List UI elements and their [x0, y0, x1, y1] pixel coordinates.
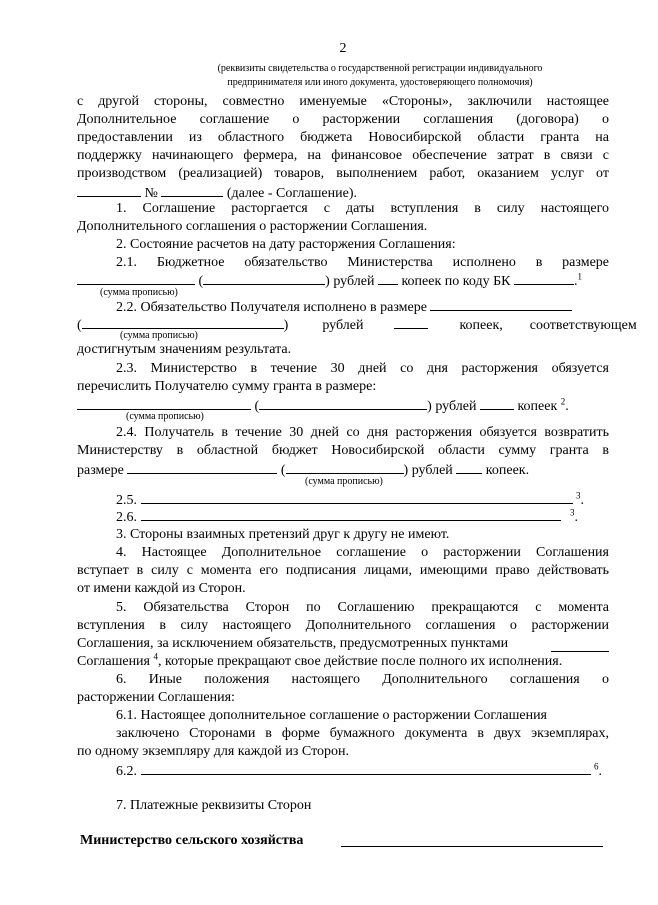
agreement-number-blank — [161, 183, 223, 197]
kop-blank — [394, 315, 428, 329]
clause-4-line-3: от имени каждой из Сторон. — [77, 581, 246, 596]
clause-4-line-1: 4. Настоящее Дополнительное соглашение о расторжении Соглашения — [116, 545, 609, 560]
intro-line-2: Дополнительное соглашение о расторжении соглашения (договора) о — [77, 112, 609, 127]
clause-5-text: Соглашения, за исключением обязательств, предусмотренных пунктами — [77, 636, 509, 651]
clause-2-3-line-2: перечислить Получателю сумму гранта в размере: — [77, 379, 377, 394]
page-number: 2 — [339, 41, 347, 56]
clause-blank — [141, 507, 561, 521]
signature-line — [341, 846, 603, 847]
clause-6-1-line-3: по одному экземпляру для каждой из Сторон. — [77, 744, 350, 759]
footnote-mark: 3 — [570, 507, 575, 518]
amount-blank — [77, 271, 195, 285]
amount-words-note: (сумма прописью) — [126, 411, 204, 422]
clause-5-end: , которые прекращают свое действие после полного их исполнения. — [158, 654, 563, 669]
amount-blank — [127, 460, 277, 474]
ministry-label: Министерство сельского хозяйства — [80, 833, 304, 848]
clause-2: 2. Состояние расчетов на дату расторжения Соглашения: — [116, 237, 456, 252]
footnote-mark: 3 — [576, 490, 581, 501]
points-blank — [551, 638, 609, 652]
amount-words-blank — [286, 460, 404, 474]
amount-blank — [77, 396, 251, 410]
intro-end-text: (далее - Соглашение). — [226, 186, 357, 201]
clause-5-line-1: 5. Обязательства Сторон по Соглашению прекращаются с момента — [116, 600, 609, 615]
intro-line-4: поддержку начинающего фермера, на финансовое обеспечение затрат в связи с — [77, 148, 609, 163]
clause-6-line-2: расторжении Соглашения: — [77, 690, 235, 705]
header-note-line-2: предпринимателя или иного документа, удостоверяющего полномочия) — [227, 77, 533, 88]
amount-words-blank — [203, 271, 325, 285]
kop-blank — [378, 271, 398, 285]
kop-label: копеек — [517, 399, 558, 414]
clause-5-line-4 — [77, 653, 609, 671]
amount-words-blank — [259, 396, 427, 410]
clause-blank — [141, 490, 573, 504]
agreement-date-blank — [77, 183, 141, 197]
kop-label: копеек. — [485, 463, 530, 478]
footnote-mark: 1 — [577, 271, 582, 282]
kop-blank — [480, 396, 514, 410]
clause-3: 3. Стороны взаимных претензий друг к другу не имеют. — [116, 527, 450, 542]
amount-words-note: (сумма прописью) — [305, 476, 383, 487]
clause-2-2-line-1 — [116, 297, 648, 317]
clause-5-line-3 — [77, 635, 609, 653]
clause-label: 2.5. — [116, 493, 137, 508]
clause-2-3-line-1: 2.3. Министерство в течение 30 дней со дня расторжения обязуется — [116, 361, 609, 376]
footnote-mark: 2 — [560, 396, 566, 407]
clause-2-6: 2.6. $^3$. — [116, 507, 578, 525]
clause-5-line-2: вступления в силу настоящего Дополнительного соглашения о расторжении — [77, 618, 609, 633]
clause-2-5: 2.5. $^3$. — [116, 490, 584, 508]
amount-blank — [430, 297, 572, 311]
size-label: размере — [77, 463, 124, 478]
footnote-mark: 6 — [594, 761, 599, 772]
clause-2-4-line-2: Министерству в областной бюджет Новосибирской области сумму гранта в — [77, 443, 609, 458]
clause-6-1-line-1: 6.1. Настоящее дополнительное соглашение о расторжении Соглашения — [116, 708, 547, 723]
amount-words-note: (сумма прописью) — [120, 330, 198, 341]
rub-label: рублей — [333, 274, 375, 289]
clause-2-3-line-3: ( ) рублей копеек $^2$. — [77, 396, 609, 416]
clause-label: 6.2. — [116, 764, 137, 779]
clause-label: 2.6. — [116, 510, 137, 525]
clause-6-line-1: 6. Иные положения настоящего Дополнительного соглашения о — [116, 672, 609, 687]
kop-bk-label: копеек по коду БК — [401, 274, 511, 289]
clause-2-2-line-3: достигнутым значениям результата. — [77, 342, 292, 357]
clause-2-4-line-3: размере ( ) рублей копеек. — [77, 460, 609, 480]
rub-label: рублей — [411, 463, 453, 478]
clause-2-2-line-2: ( ) рублей копеек, соответствующем — [77, 315, 609, 335]
agreement-word: Соглашения — [77, 654, 150, 669]
number-sign: № — [144, 186, 158, 201]
clause-6-2: 6.2. $^6$. — [116, 761, 602, 779]
kop-blank — [456, 460, 482, 474]
rub-label: рублей — [435, 399, 477, 414]
intro-line-3: предоставлении из областного бюджета Новосибирской области гранта на — [77, 130, 609, 145]
kop-label: копеек, — [459, 318, 503, 333]
amount-words-note: (сумма прописью) — [100, 287, 178, 298]
rub-label: рублей — [322, 318, 364, 333]
clause-2-1-line-1: 2.1. Бюджетное обязательство Министерства исполнено в размере — [116, 255, 609, 270]
clause-1-line-1: 1. Соглашение расторгается с даты вступления в силу настоящего — [116, 201, 609, 216]
intro-line-5: производством (реализацией) товаров, выполнением работ, оказанием услуг от — [77, 166, 609, 181]
clause-2-4-line-1: 2.4. Получатель в течение 30 дней со дня расторжения обязуется возвратить — [116, 425, 609, 440]
clause-6-1-line-2: заключено Сторонами в форме бумажного документа в двух экземплярах, — [116, 726, 609, 741]
clause-blank — [141, 761, 591, 775]
intro-line-1: с другой стороны, совместно именуемые «Стороны», заключили настоящее — [77, 94, 609, 109]
corresponding-text: соответствующем — [529, 318, 637, 333]
clause-1-line-2: Дополнительного соглашения о расторжении Соглашения. — [77, 219, 428, 234]
clause-2-2-text: 2.2. Обязательство Получателя исполнено в размере — [116, 300, 427, 315]
footnote-mark: 4 — [153, 651, 158, 662]
header-note-line-1: (реквизиты свидетельства о государственной регистрации индивидуального — [217, 63, 543, 74]
clause-4-line-2: вступает в силу с момента его подписания лицами, имеющими право действовать — [77, 563, 609, 578]
clause-2-1-line-2: ( ) рублей копеек по коду БК .$^1$ — [77, 271, 609, 291]
bk-code-blank — [514, 271, 574, 285]
amount-words-blank — [82, 315, 284, 329]
clause-7: 7. Платежные реквизиты Сторон — [116, 798, 312, 813]
